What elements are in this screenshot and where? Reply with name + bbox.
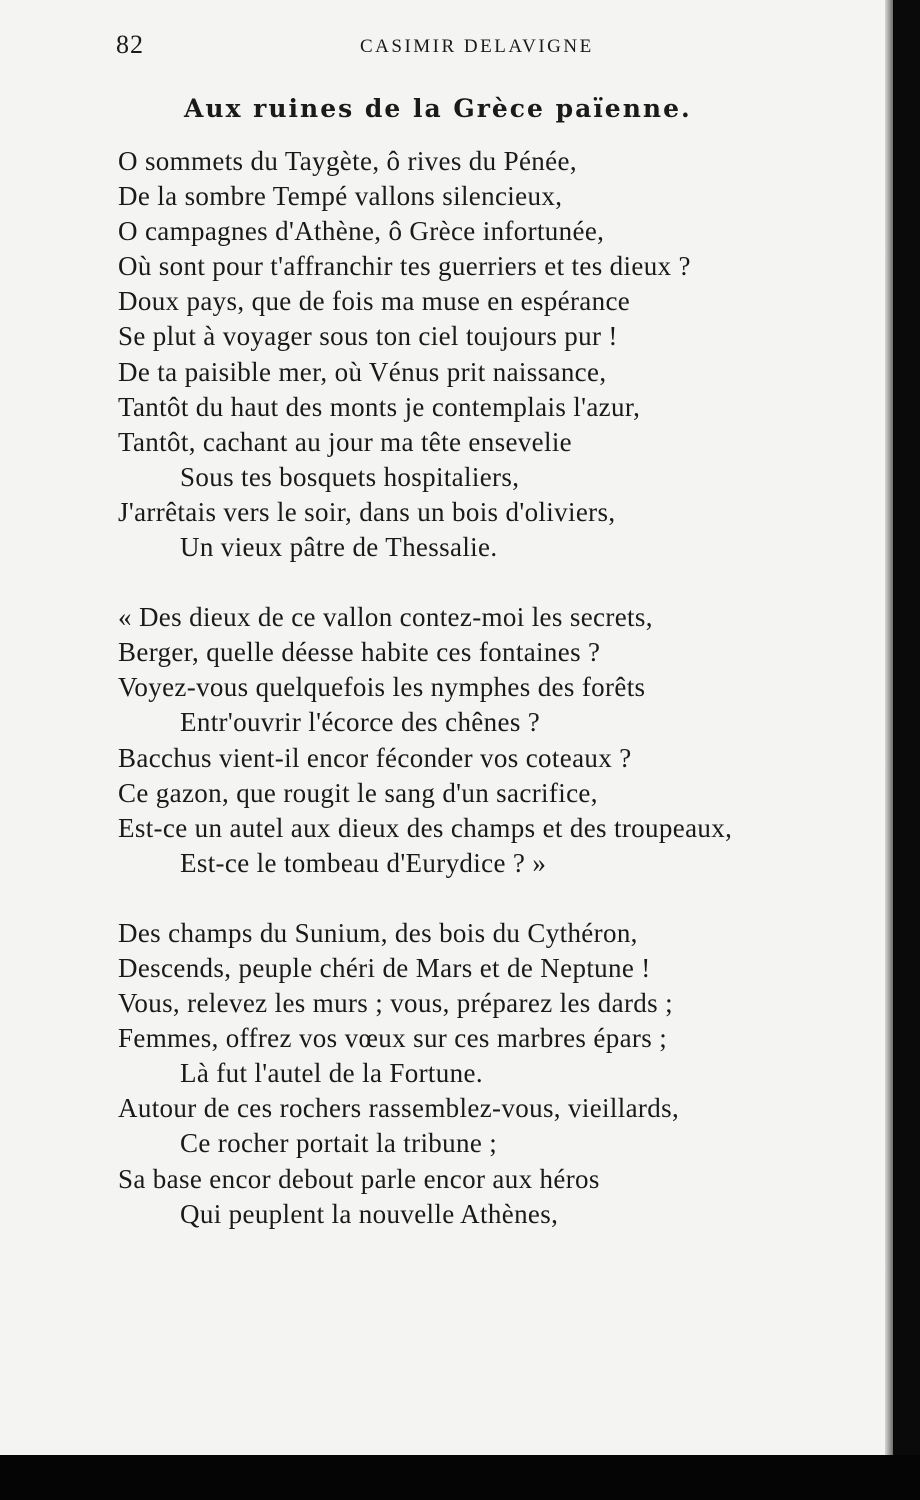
verse-line: Ce rocher portait la tribune ; xyxy=(180,1128,498,1159)
verse-line: Descends, peuple chéri de Mars et de Neptune ! xyxy=(118,952,651,983)
verse-line: Sa base encor debout parle encor aux héros xyxy=(118,1163,600,1194)
verse-line: Femmes, offrez vos vœux sur ces marbres épars ; xyxy=(118,1023,668,1054)
stanza xyxy=(118,144,878,565)
verse-line: Où sont pour t'affranchir tes guerriers et tes dieux ? xyxy=(118,251,691,282)
verse-line: Berger, quelle déesse habite ces fontaines ? xyxy=(118,637,601,668)
verse-line: Doux pays, que de fois ma muse en espérance xyxy=(118,286,631,317)
stanza xyxy=(118,916,878,1232)
verse-line: J'arrêtais vers le soir, dans un bois d'oliviers, xyxy=(118,496,616,527)
verse-line: O sommets du Taygète, ô rives du Pénée, xyxy=(118,146,577,176)
verse-line: Vous, relevez les murs ; vous, préparez les dards ; xyxy=(118,988,673,1019)
verse-line: Autour de ces rochers rassemblez-vous, vieillards, xyxy=(118,1093,680,1124)
page-number: 82 xyxy=(116,30,144,59)
verse-line: Est-ce le tombeau d'Eurydice ? » xyxy=(180,847,547,878)
verse-line: De ta paisible mer, où Vénus prit naissance, xyxy=(118,356,607,387)
verse-line: Tantôt du haut des monts je contemplais l'azur, xyxy=(118,391,641,422)
stanza xyxy=(118,600,878,881)
verse-line: Sous tes bosquets hospitaliers, xyxy=(180,461,520,492)
verse-line: Se plut à voyager sous ton ciel toujours pur ! xyxy=(118,321,618,352)
running-head: CASIMIR DELAVIGNE xyxy=(360,36,594,57)
verse-line: Entr'ouvrir l'écorce des chênes ? xyxy=(180,707,541,738)
verse-line: Des champs du Sunium, des bois du Cythéron, xyxy=(118,917,638,948)
scan-border xyxy=(0,1455,920,1500)
verse-line: Tantôt, cachant au jour ma tête ensevelie xyxy=(118,426,573,457)
verse-line: Voyez-vous quelquefois les nymphes des forêts xyxy=(118,672,646,703)
page-edge-shadow xyxy=(885,0,893,1455)
verse-line: Qui peuplent la nouvelle Athènes, xyxy=(180,1198,559,1229)
poem-body xyxy=(118,144,878,1232)
stanza-break xyxy=(118,881,878,916)
verse-line: Est-ce un autel aux dieux des champs et des troupeaux, xyxy=(118,812,733,843)
verse-line: Un vieux pâtre de Thessalie. xyxy=(180,532,498,563)
verse-line: O campagnes d'Athène, ô Grèce infortunée, xyxy=(118,216,605,247)
verse-line: Là fut l'autel de la Fortune. xyxy=(180,1058,483,1089)
verse-line: Ce gazon, que rougit le sang d'un sacrifice, xyxy=(118,777,598,808)
poem-title: Aux ruines de la Grèce païenne. xyxy=(184,94,692,123)
verse-line: « Des dieux de ce vallon contez-moi les secrets, xyxy=(118,602,653,633)
stanza-break xyxy=(118,565,878,600)
verse-line: De la sombre Tempé vallons silencieux, xyxy=(118,181,563,212)
verse-line: Bacchus vient-il encor féconder vos coteaux ? xyxy=(118,742,632,773)
